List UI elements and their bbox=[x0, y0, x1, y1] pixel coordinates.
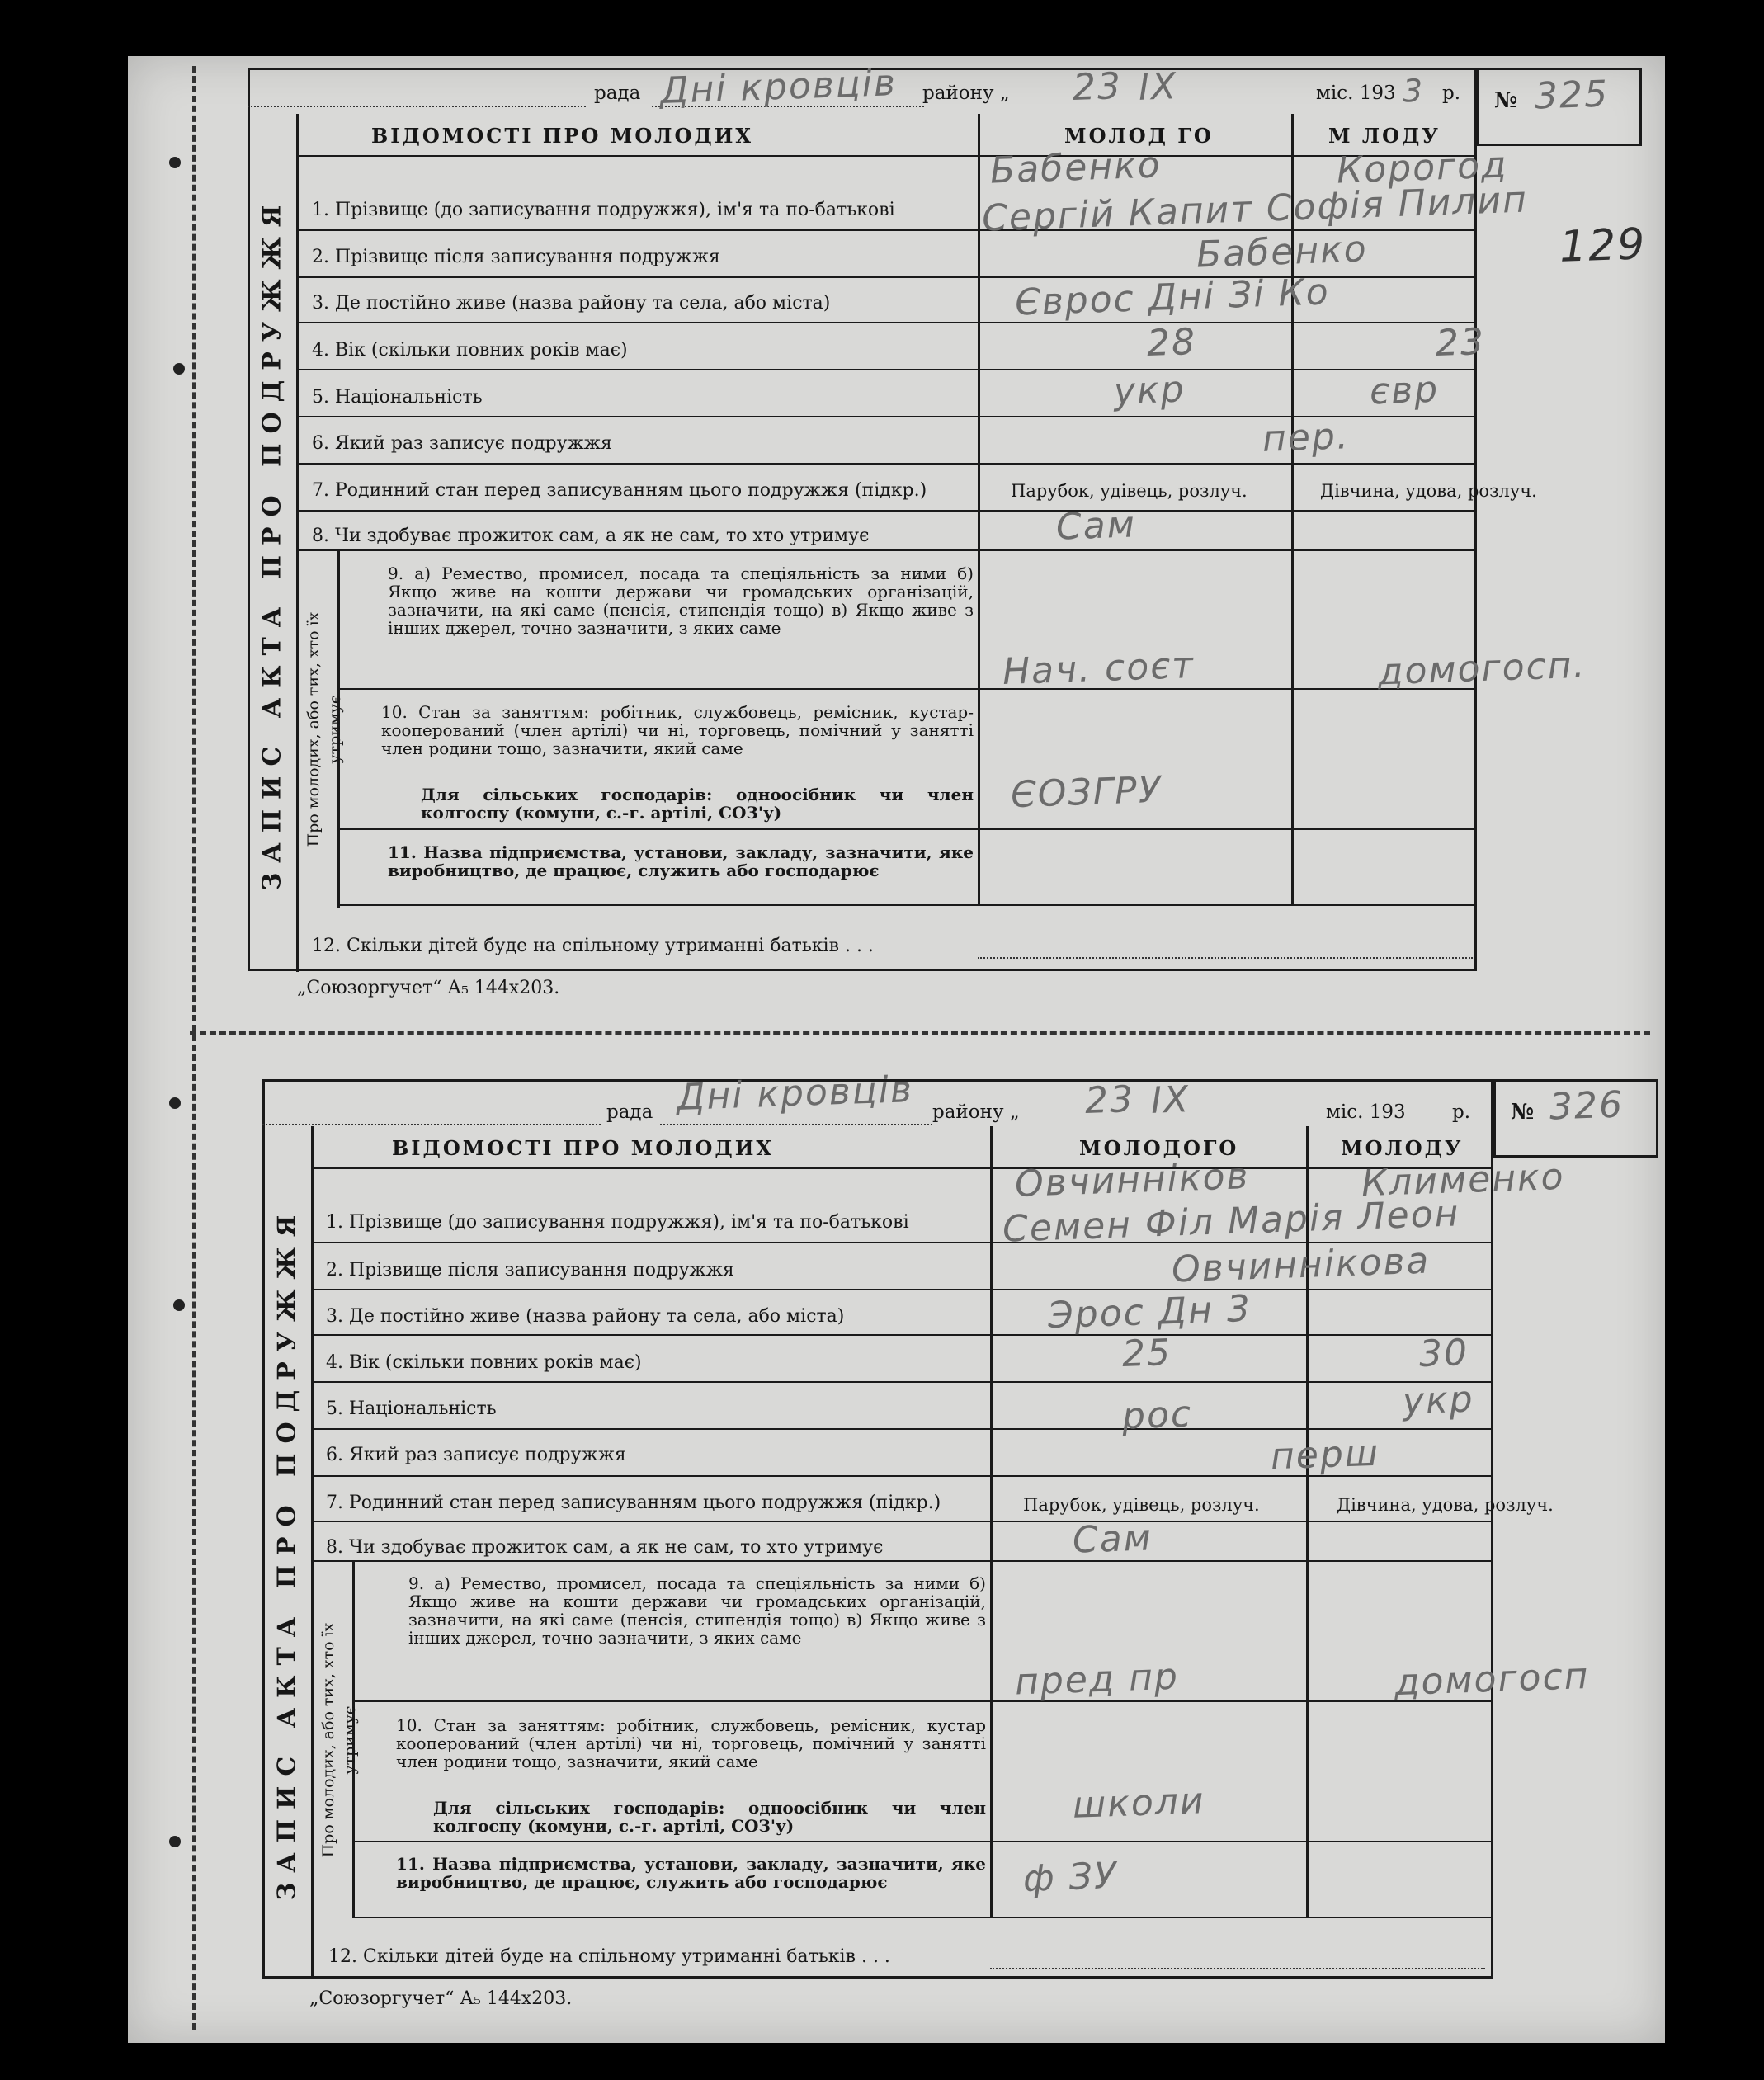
r-label: р. bbox=[1452, 1101, 1471, 1123]
row-8-label: 8. Чи здобуває прожиток сам, а як не сам, то хто утримує bbox=[326, 1537, 884, 1558]
row-3-label: 3. Де постійно живе (назва району та села, або міста) bbox=[312, 293, 831, 314]
rada-blank-left bbox=[248, 106, 586, 107]
bride-marital-options: Дівчина, удова, розлуч. bbox=[1337, 1495, 1554, 1515]
row-10b-label: Для сільських господарів: одноосібник чи член колгоспу (комуни, с.-г. артілі, СОЗ'у) bbox=[421, 785, 974, 823]
surname-after-handwritten: Бабенко bbox=[1196, 228, 1369, 276]
month-handwritten: IX bbox=[1150, 1078, 1191, 1122]
row-1-label: 1. Прізвище (до записування подружжя), ім'я та по-батькові bbox=[326, 1212, 909, 1233]
side-title: ЗАПИС АКТА ПРО ПОДРУЖЖЯ bbox=[272, 1205, 301, 1900]
record-number-handwritten: 325 bbox=[1534, 73, 1610, 118]
occupation-bride-handwritten: домогосп bbox=[1394, 1654, 1591, 1705]
number-label: № bbox=[1511, 1100, 1535, 1125]
row-2-label: 2. Прізвище після записування подружжя bbox=[312, 247, 720, 267]
side-title-column bbox=[248, 114, 299, 972]
mis-label: міс. 193 bbox=[1316, 83, 1396, 104]
row-4-label: 4. Вік (скільки повних років має) bbox=[326, 1352, 642, 1373]
row-10b-label: Для сільських господарів: одноосібник чи член колгоспу (комуни, с.-г. артілі, СОЗ'у) bbox=[433, 1798, 986, 1836]
groom-age-handwritten: 25 bbox=[1121, 1331, 1172, 1376]
punch-hole bbox=[169, 1836, 181, 1847]
residence-handwritten: Эрос Дн 3 bbox=[1047, 1287, 1252, 1337]
groom-age-handwritten: 28 bbox=[1146, 320, 1197, 366]
perforation-line bbox=[192, 66, 196, 2030]
printer-imprint: „Союзоргучет“ А₅ 144х203. bbox=[297, 978, 560, 998]
organization2-handwritten: ф ЗУ bbox=[1022, 1855, 1119, 1900]
bride-surname-handwritten: Клименко bbox=[1361, 1155, 1566, 1205]
row-12-blank bbox=[978, 957, 1473, 959]
row-9-label: 9. а) Ремество, промисел, посада та спеціяльність за ними б) Якщо живе на кошти держави чи громадських організацій, зазначити, на які саме (пенсія, стипендія тощо) в) Якщо живе з інших джерел, точно зазначити, з яких саме bbox=[408, 1573, 986, 1648]
rayonu-label: району „ bbox=[932, 1101, 1020, 1123]
row-7-label: 7. Родинний стан перед записуванням цього подружжя (підкр.) bbox=[326, 1493, 941, 1513]
row-10-label: 10. Стан за заняттям: робітник, службовець, ремісник, кустар-кооперований (член артілі) чи ні, торговець, помічний у занятті член родини тощо, зазначити, який саме bbox=[381, 702, 974, 758]
punch-hole bbox=[169, 1097, 181, 1109]
number-label: № bbox=[1494, 88, 1518, 113]
col-info-header: ВІДОМОСТІ ПРО МОЛОДИХ bbox=[392, 1136, 774, 1160]
col-groom-header: МОЛОДОГО bbox=[1079, 1136, 1239, 1160]
organization-handwritten: ЄОЗГРУ bbox=[1010, 768, 1163, 817]
row-11-label: 11. Назва підприємства, установи, закладу, зазначити, яке виробництво, де працює, служить або господарює bbox=[388, 842, 974, 880]
organization-handwritten: школи bbox=[1072, 1780, 1206, 1827]
col-info-header: ВІДОМОСТІ ПРО МОЛОДИХ bbox=[371, 124, 753, 148]
row-12-blank bbox=[990, 1968, 1485, 1969]
groom-marital-options: Парубок, удівець, розлуч. bbox=[1023, 1495, 1260, 1515]
groom-surname-handwritten: Овчинніков bbox=[1014, 1155, 1251, 1205]
occupation-groom-handwritten: пред пр bbox=[1014, 1655, 1180, 1704]
corner-number-handwritten: 129 bbox=[1558, 219, 1648, 272]
row-12-label: 12. Скільки дітей буде на спільному утриманні батьків . . . bbox=[312, 936, 874, 956]
row-10-label: 10. Стан за заняттям: робітник, службовець, ремісник, кустар кооперований (член артілі) чи ні, торговець, помічний у занятті член родини тощо, зазначити, який саме bbox=[396, 1715, 986, 1771]
row-6-label: 6. Який раз записує подружжя bbox=[326, 1445, 626, 1465]
r-label: р. bbox=[1442, 83, 1461, 104]
punch-hole bbox=[169, 157, 181, 168]
groom-nationality-handwritten: укр bbox=[1113, 368, 1186, 413]
side-subtitle-column bbox=[299, 551, 344, 908]
row-4-label: 4. Вік (скільки повних років має) bbox=[312, 340, 628, 361]
side-title: ЗАПИС АКТА ПРО ПОДРУЖЖЯ bbox=[257, 195, 286, 891]
rada-blank bbox=[660, 1124, 932, 1125]
rada-label: рада bbox=[606, 1101, 653, 1123]
residence-handwritten: Єврос Дні Зі Ко bbox=[1014, 271, 1331, 324]
support-handwritten: Сам bbox=[1072, 1516, 1153, 1562]
bride-nationality-handwritten: укр bbox=[1402, 1378, 1475, 1423]
groom-nationality-handwritten: рос bbox=[1121, 1393, 1193, 1438]
row-1-label: 1. Прізвище (до записування подружжя), ім'я та по-батькові bbox=[312, 200, 895, 220]
month-handwritten: IX bbox=[1138, 65, 1179, 109]
bride-age-handwritten: 23 bbox=[1435, 320, 1486, 366]
date-handwritten: 23 bbox=[1084, 1078, 1135, 1123]
names-handwritten: Семен Філ Марія Леон bbox=[1002, 1192, 1461, 1251]
side-title-column bbox=[262, 1126, 314, 1979]
punch-hole bbox=[173, 1299, 185, 1311]
support-handwritten: Сам bbox=[1055, 503, 1137, 549]
year-handwritten: 3 bbox=[1402, 72, 1425, 110]
occupation-bride-handwritten: домогосп. bbox=[1377, 644, 1587, 694]
rada-label: рада bbox=[594, 83, 641, 104]
row-5-label: 5. Національність bbox=[326, 1398, 497, 1419]
groom-marital-options: Парубок, удівець, розлуч. bbox=[1011, 481, 1248, 501]
bride-marital-options: Дівчина, удова, розлуч. bbox=[1320, 481, 1537, 501]
col-groom-header: МОЛОД ГО bbox=[1064, 124, 1214, 148]
rayonu-label: району „ bbox=[922, 83, 1010, 104]
times-married-handwritten: пер. bbox=[1262, 415, 1351, 460]
record-number-handwritten: 326 bbox=[1549, 1083, 1625, 1129]
row-11-label: 11. Назва підприємства, установи, закладу, зазначити, яке виробництво, де працює, служить або господарює bbox=[396, 1854, 986, 1892]
side-subtitle-1: Про молодих, або тих, хто їх bbox=[319, 1622, 337, 1858]
bride-nationality-handwritten: євр bbox=[1369, 368, 1440, 413]
groom-surname-handwritten: Бабенко bbox=[989, 144, 1163, 192]
row-8-label: 8. Чи здобуває прожиток сам, а як не сам, то хто утримує bbox=[312, 526, 870, 546]
punch-hole bbox=[173, 363, 185, 375]
col-bride-header: М ЛОДУ bbox=[1328, 124, 1441, 148]
row-7-label: 7. Родинний стан перед записуванням цього подружжя (підкр.) bbox=[312, 480, 927, 501]
surname-after-handwritten: Овчиннікова bbox=[1171, 1239, 1431, 1291]
side-subtitle-2: утримує bbox=[326, 695, 344, 764]
side-subtitle-1: Про молодих, або тих, хто їх bbox=[304, 611, 323, 847]
row-12-label: 12. Скільки дітей буде на спільному утриманні батьків . . . bbox=[328, 1946, 890, 1967]
times-married-handwritten: перш bbox=[1270, 1431, 1380, 1479]
occupation-groom-handwritten: Нач. соєт bbox=[1002, 644, 1196, 694]
cut-line bbox=[190, 1031, 1650, 1035]
rada-handwritten: Дні кровців bbox=[676, 1068, 914, 1119]
printer-imprint: „Союзоргучет“ А₅ 144х203. bbox=[309, 1988, 573, 2009]
row-6-label: 6. Який раз записує подружжя bbox=[312, 433, 612, 454]
row-5-label: 5. Національність bbox=[312, 387, 483, 408]
row-3-label: 3. Де постійно живе (назва району та села, або міста) bbox=[326, 1306, 845, 1327]
names-handwritten: Сергій Капит Софія Пилип bbox=[981, 178, 1529, 240]
rada-handwritten: Дні кровців bbox=[659, 62, 898, 112]
side-subtitle-2: утримує bbox=[341, 1705, 359, 1775]
bride-surname-handwritten: Корогод bbox=[1336, 144, 1509, 192]
side-subtitle-column bbox=[314, 1562, 359, 1918]
mis-label: міс. 193 bbox=[1326, 1101, 1406, 1123]
bride-age-handwritten: 30 bbox=[1418, 1331, 1469, 1376]
rada-blank-left bbox=[262, 1124, 601, 1125]
row-9-label: 9. а) Ремество, промисел, посада та спеціяльність за ними б) Якщо живе на кошти держави чи громадських організацій, зазначити, на які саме (пенсія, стипендія тощо) в) Якщо живе з інших джерел, точно зазначити, з яких саме bbox=[388, 564, 974, 638]
row-2-label: 2. Прізвище після записування подружжя bbox=[326, 1260, 734, 1281]
col-bride-header: МОЛОДУ bbox=[1341, 1136, 1464, 1160]
date-handwritten: 23 bbox=[1072, 64, 1123, 110]
